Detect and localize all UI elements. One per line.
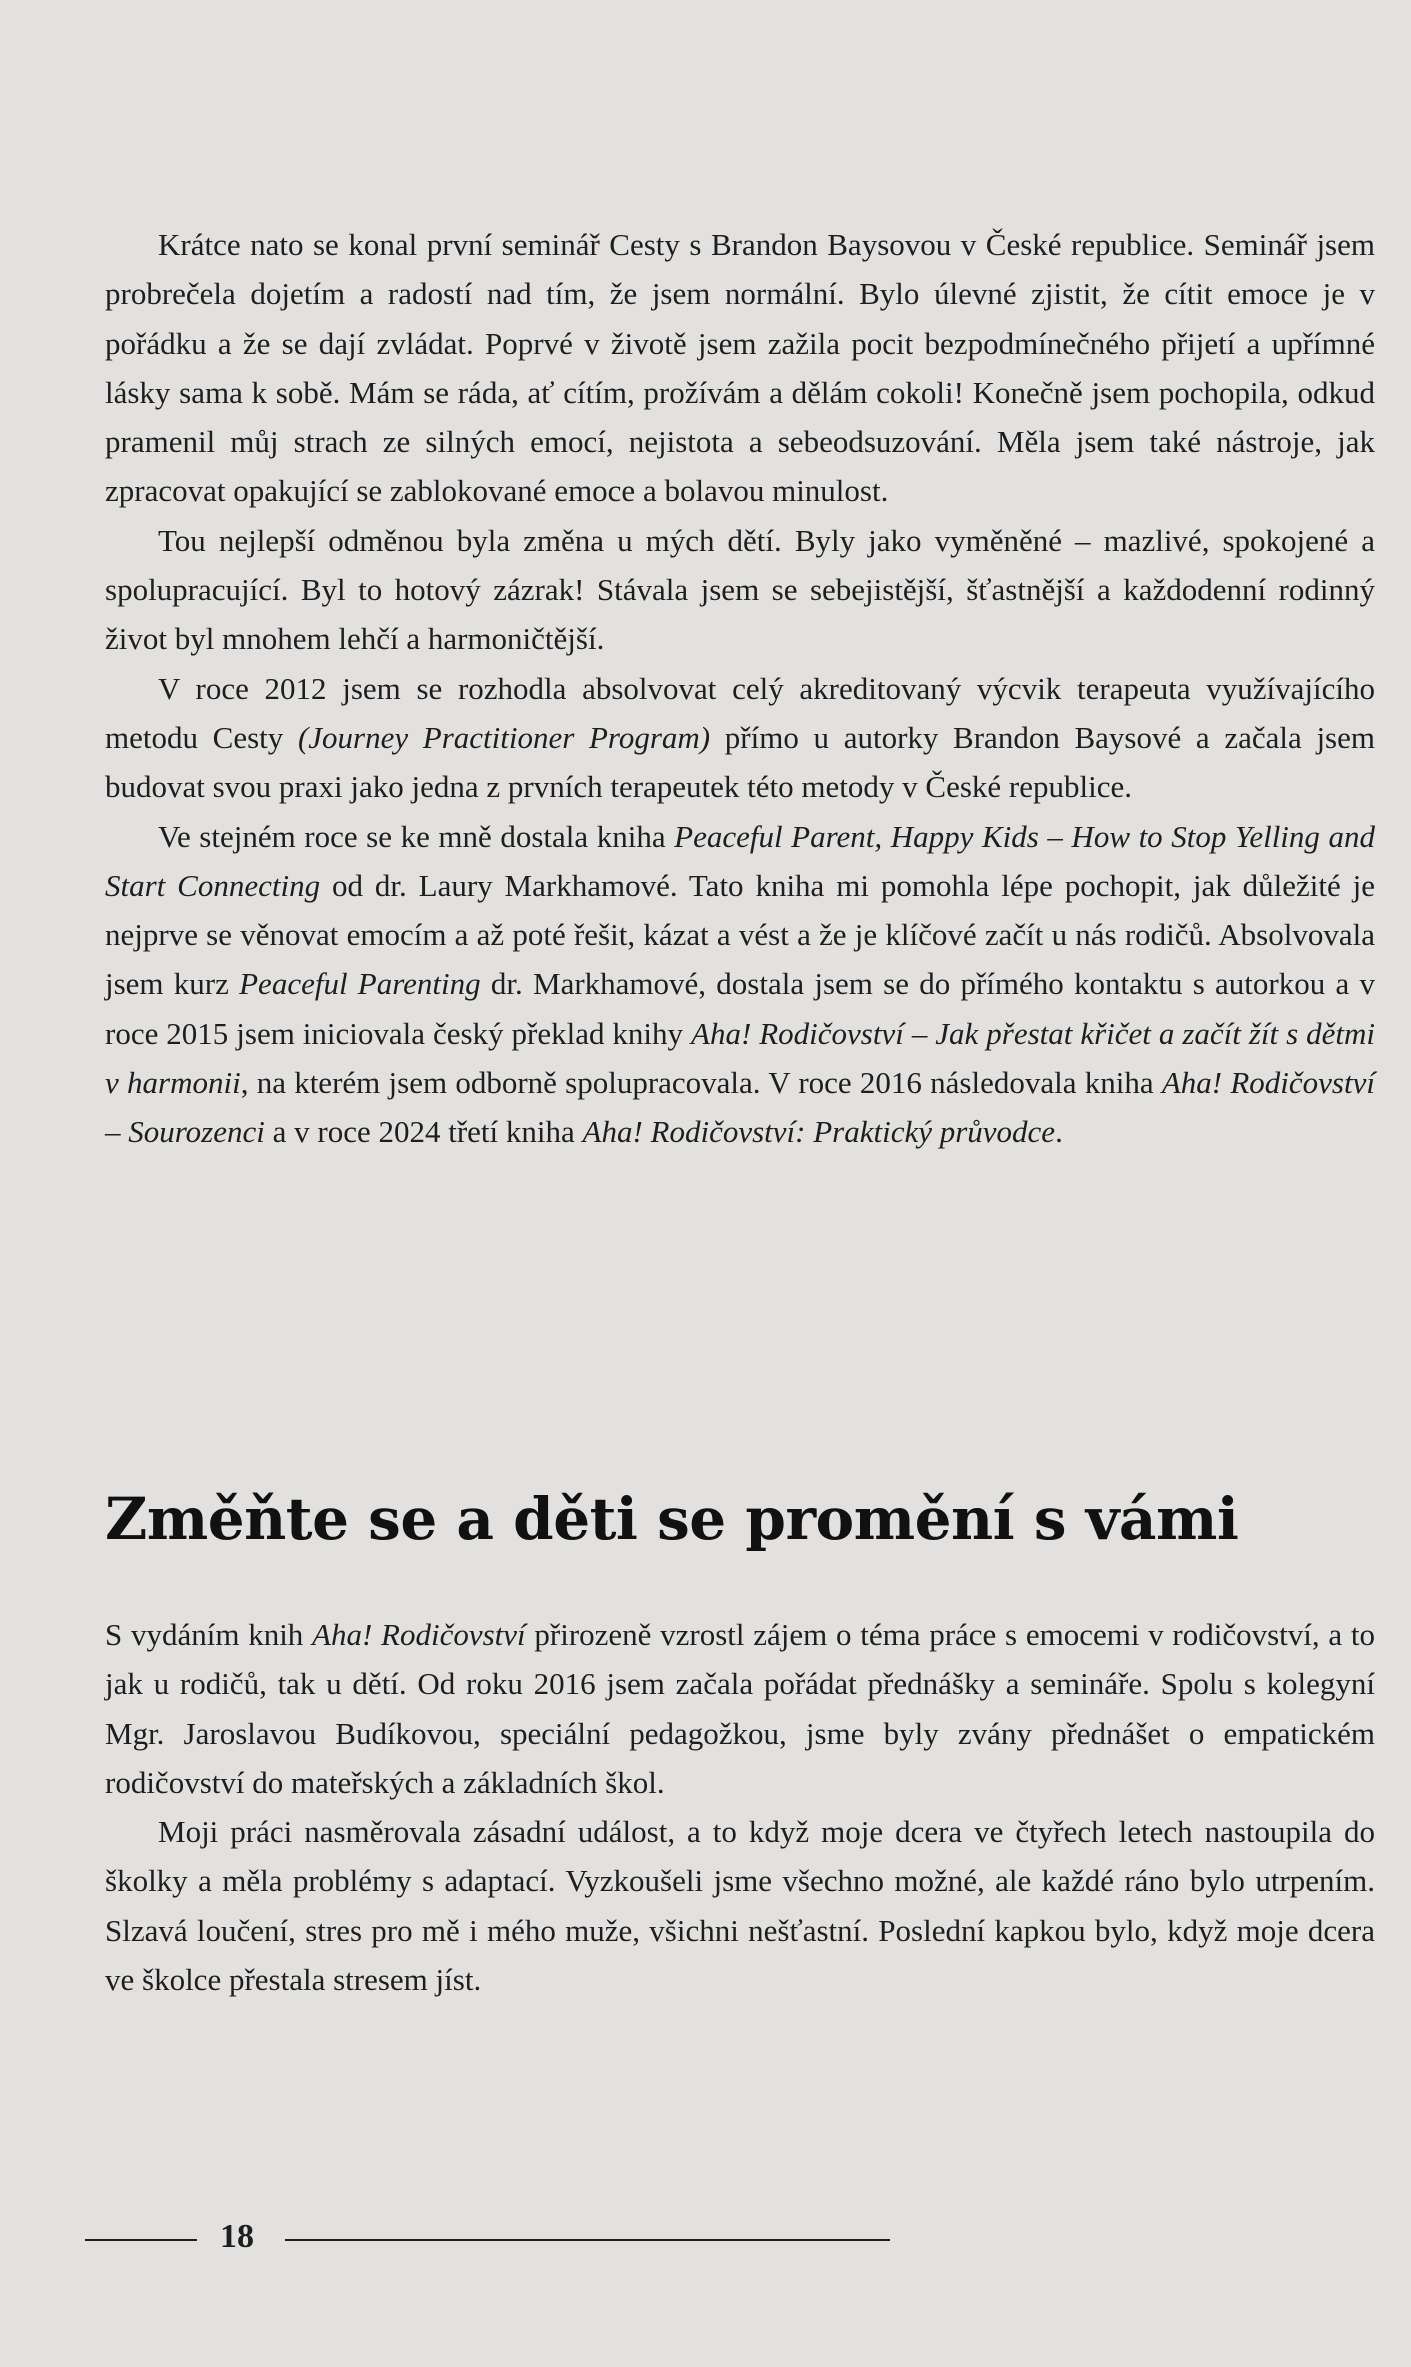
section-heading: Změňte se a děti se promění s vámi bbox=[105, 1485, 1239, 1553]
footer-rule-left bbox=[85, 2239, 197, 2241]
text-run: přímo u autorky Brandon Baysové a začala jsem budovat svou praxi jako jedna z prvních terapeutek této metody v České republice. bbox=[105, 719, 1375, 805]
italic-title: Aha! Rodičovství: Praktický průvodce bbox=[582, 1114, 1056, 1150]
text-run: přirozeně vzrostl zájem o téma práce s emocemi v rodičovství, a to jak u rodičů, tak u dětí. Od roku 2016 jsem začala pořádat přednášky a semináře. Spolu s kolegyní Mgr. Jaroslavou Budíkovou, speciální pedagožkou, jsme byly zvány přednášet o empatickém rodičovství do mateřských a základních škol. bbox=[105, 1617, 1375, 1800]
italic-title: Peaceful Parenting bbox=[239, 966, 481, 1002]
paragraph-text: Moji práci nasměrovala zásadní událost, a to když moje dcera ve čtyřech letech nastoupila do školky a měla problémy s adaptací. Vyzkoušeli jsme všechno možné, ale každé ráno bylo utrpením. Slzavá loučení, stres pro mě i mého muže, všichni nešťastní. Poslední kapkou bylo, když moje dcera ve školce přestala stresem jíst. bbox=[105, 1814, 1375, 1998]
italic-title: Aha! Rodičovství – Sourozenci bbox=[105, 1065, 1375, 1150]
text-run: dr. Markhamové, dostala jsem se do přímého kontaktu s autorkou a v roce 2015 jsem iniciovala český překlad knihy bbox=[105, 966, 1375, 1051]
paragraph bbox=[105, 1610, 1375, 1807]
paragraph-text: Krátce nato se konal první seminář Cesty s Brandon Baysovou v České republice. Seminář jsem probrečela dojetím a radostí nad tím, že jsem normální. Bylo úlevné zjistit, že cítit emoce je v pořádku a že se dají zvládat. Poprvé v životě jsem zažila pocit bezpodmínečného přijetí a upřímné lásky sama k sobě. Mám se ráda, ať cítím, prožívám a dělám cokoli! Konečně jsem pochopila, odkud pramenil můj strach ze silných emocí, nejistota a sebeodsuzování. Měla jsem také nástroje, jak zpracovat opakující se zablokované emoce a bolavou minulost. bbox=[105, 227, 1375, 509]
section-body bbox=[105, 1610, 1375, 2004]
text-run: S vydáním knih bbox=[105, 1617, 313, 1652]
text-run: V roce 2012 jsem se rozhodla absolvovat celý akreditovaný výcvik terapeuta využívajícího metodu Cesty bbox=[105, 670, 1375, 755]
paragraph bbox=[105, 812, 1375, 1157]
italic-title: Aha! Rodičovství bbox=[312, 1617, 526, 1652]
italic-title: (Journey Practitioner Program) bbox=[297, 719, 711, 755]
page-number: 18 bbox=[220, 2218, 254, 2255]
text-run: , na kterém jsem odborně spolupracovala. V roce 2016 následovala kniha bbox=[240, 1065, 1162, 1101]
text-run: . bbox=[1055, 1114, 1063, 1150]
text-run: od dr. Laury Markhamové. Tato kniha mi pomohla lépe pochopit, jak důležité je nejprve se věnovat emocím a až poté řešit, kázat a vést a že je klíčové začít u nás rodičů. Absolvovala jsem kurz bbox=[105, 867, 1375, 1002]
paragraph bbox=[105, 1807, 1375, 2004]
footer-rule-right bbox=[285, 2239, 890, 2241]
paragraph-text: Tou nejlepší odměnou byla změna u mých dětí. Byly jako vyměněné – mazlivé, spokojené a spolupracující. Byl to hotový zázrak! Stávala jsem se sebejistější, šťastnější a každodenní rodinný život byl mnohem lehčí a harmoničtější. bbox=[105, 522, 1375, 657]
italic-title: Peaceful Parent, Happy Kids – How to Stop Yelling and Start Connecting bbox=[105, 818, 1375, 903]
paragraph bbox=[105, 664, 1375, 812]
italic-title: Aha! Rodičovství – Jak přestat křičet a začít žít s dětmi v harmonii bbox=[105, 1015, 1375, 1101]
text-run: a v roce 2024 třetí kniha bbox=[264, 1114, 583, 1150]
paragraph bbox=[105, 220, 1375, 516]
text-run: Ve stejném roce se ke mně dostala kniha bbox=[158, 818, 675, 854]
section-intro bbox=[105, 220, 1375, 1157]
paragraph bbox=[105, 516, 1375, 664]
